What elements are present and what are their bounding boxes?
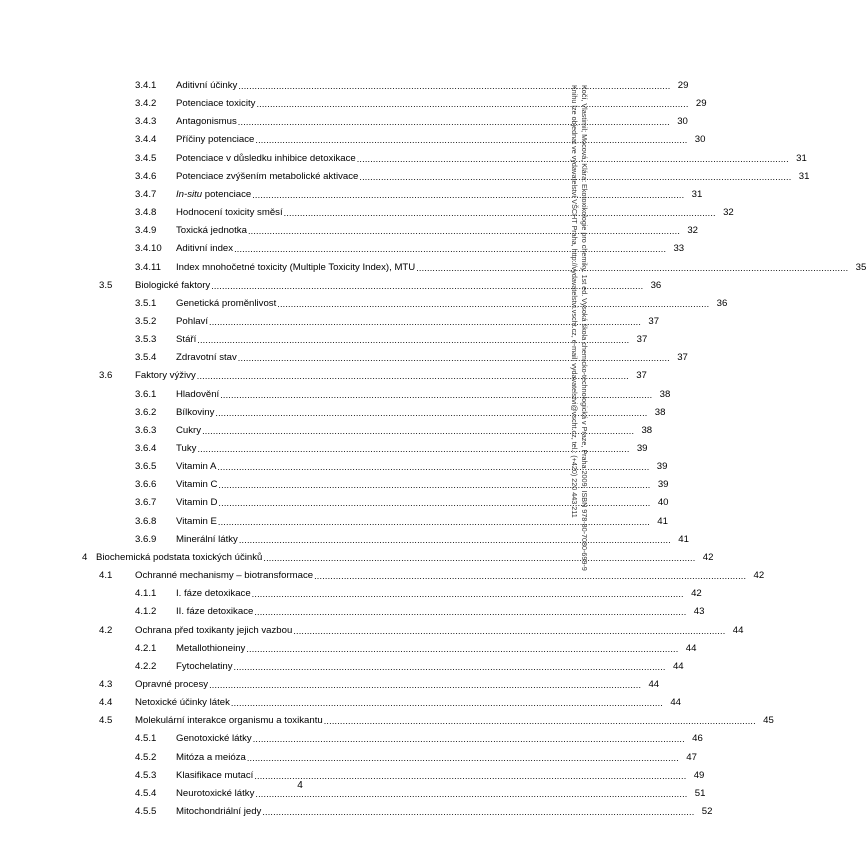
- toc-row[interactable]: [0, 205, 734, 219]
- toc-title: Stáří: [176, 334, 197, 346]
- toc-page-number: 36: [716, 297, 728, 309]
- toc-page-number: 30: [677, 116, 688, 128]
- toc-dot-leader: ................................................................................................................................................................: [293, 625, 726, 636]
- toc-page-number: 51: [694, 787, 706, 799]
- toc-title-rest: potenciace: [202, 188, 252, 200]
- toc-section-number: 3.6: [99, 370, 113, 382]
- toc-title: Biochemická podstata toxických účinků: [96, 551, 263, 563]
- toc-title: Genetická proměnlivost: [176, 297, 277, 309]
- toc-section-number: 3.5.2: [135, 315, 157, 327]
- side-margin-citation: [555, 85, 595, 725]
- toc-page-number: 32: [687, 225, 699, 237]
- toc-dot-leader: ................................................................................................................................................................: [252, 189, 685, 200]
- toc-title: Genotoxické látky: [176, 733, 252, 745]
- toc-section-number: 3.6.8: [135, 515, 157, 527]
- toc-dot-leader: ................................................................................................................................................................: [237, 117, 670, 128]
- toc-section-number: 4.4: [99, 697, 113, 709]
- order-info-line: Knihu lze objednat ve vydavatelství VŠCHT Praha, http://vydavatelstvi.vscht.cz, e-mail: vydavatelstvi@vscht.cz, tel.: (+420) 220 443 211: [570, 85, 579, 518]
- toc-section-number: 3.4.5: [135, 152, 157, 164]
- toc-row[interactable]: [0, 459, 668, 473]
- toc-section-number: 4: [82, 551, 88, 563]
- toc-dot-leader: ................................................................................................................................................................: [254, 607, 687, 618]
- toc-page-number: 49: [693, 769, 705, 781]
- toc-section-number: 3.4.4: [135, 134, 157, 146]
- toc-page-number: 35: [855, 261, 866, 273]
- toc-row[interactable]: [0, 659, 684, 673]
- toc-title: Tuky: [176, 443, 197, 454]
- toc-section-number: 4.5.2: [135, 751, 157, 763]
- toc-section-number: 4.5.4: [135, 787, 157, 799]
- toc-page-number: 29: [677, 80, 689, 91]
- toc-page-number: 37: [648, 315, 660, 327]
- toc-page-number: 44: [670, 697, 681, 709]
- toc-row[interactable]: [0, 550, 714, 564]
- toc-section-number: 4.2.1: [135, 642, 157, 654]
- toc-title: Neurotoxické látky: [176, 787, 255, 799]
- toc-title: Ochranné mechanismy – biotransformace: [135, 570, 314, 582]
- toc-title: Potenciace toxicity: [176, 98, 256, 110]
- toc-dot-leader: ................................................................................................................................................................: [218, 498, 651, 509]
- toc-row[interactable]: [0, 405, 666, 419]
- toc-page-number: 32: [723, 207, 734, 219]
- toc-row[interactable]: [0, 804, 713, 818]
- toc-title: Vitamin C: [176, 479, 218, 491]
- toc-section-number: 4.2: [99, 624, 113, 636]
- toc-title: Mitochondriální jedy: [176, 806, 262, 817]
- toc-title: Vitamin E: [176, 515, 217, 527]
- toc-row[interactable]: [0, 151, 807, 165]
- toc-section-number: 3.6.6: [135, 479, 157, 491]
- toc-row[interactable]: [0, 187, 703, 201]
- toc-row[interactable]: [0, 241, 685, 255]
- toc-section-number: 4.5.1: [135, 733, 157, 745]
- toc-dot-leader: ................................................................................................................................................................: [234, 244, 667, 255]
- toc-section-number: 3.6.9: [135, 533, 157, 545]
- toc-row[interactable]: [0, 677, 660, 691]
- toc-page-number: 31: [796, 152, 807, 164]
- toc-dot-leader: ................................................................................................................................................................: [277, 298, 710, 309]
- toc-title: I. fáze detoxikace: [176, 588, 251, 600]
- toc-title: Vitamin D: [176, 497, 218, 509]
- toc-title: Cukry: [176, 424, 202, 436]
- toc-title: Fytochelatiny: [176, 660, 233, 672]
- toc-section-number: 4.2.2: [135, 660, 157, 672]
- toc-dot-leader: ................................................................................................................................................................: [263, 552, 696, 563]
- toc-section-number: 4.1: [99, 570, 113, 582]
- toc-row[interactable]: [0, 132, 706, 146]
- toc-title: Netoxické účinky látek: [135, 697, 230, 709]
- toc-dot-leader: ................................................................................................................................................................: [254, 770, 687, 781]
- toc-dot-leader: ................................................................................................................................................................: [314, 571, 747, 582]
- toc-row[interactable]: [0, 296, 728, 310]
- toc-dot-leader: ................................................................................................................................................................: [238, 81, 671, 91]
- toc-section-number: 3.5.3: [135, 334, 157, 346]
- toc-page-number: 44: [648, 678, 660, 690]
- toc-page-number: 41: [678, 533, 689, 545]
- toc-title: Toxická jednotka: [176, 225, 247, 237]
- toc-title: Potenciace zvýšením metabolické aktivace: [176, 170, 359, 182]
- toc-row[interactable]: [0, 623, 744, 637]
- toc-row[interactable]: [0, 350, 688, 364]
- toc-row[interactable]: [0, 96, 707, 110]
- toc-section-number: 3.4.8: [135, 207, 157, 219]
- toc-title: Biologické faktory: [135, 279, 211, 291]
- toc-title: [176, 189, 252, 201]
- toc-row[interactable]: [0, 641, 697, 655]
- toc-title: Minerální látky: [176, 533, 238, 545]
- toc-page-number: 42: [702, 551, 714, 563]
- toc-dot-leader: ................................................................................................................................................................: [197, 444, 630, 454]
- toc-dot-leader: ................................................................................................................................................................: [323, 716, 756, 727]
- toc-title: Opravné procesy: [135, 678, 209, 690]
- toc-page-number: 45: [763, 715, 774, 727]
- toc-row[interactable]: [0, 368, 647, 382]
- toc-page-number: 39: [636, 443, 648, 454]
- toc-section-number: 4.1.1: [135, 588, 157, 600]
- toc-section-number: 3.6.5: [135, 461, 157, 473]
- toc-title: Pohlaví: [176, 315, 208, 327]
- toc-section-number: 3.4.3: [135, 116, 157, 128]
- toc-page-number: 43: [693, 606, 705, 618]
- toc-dot-leader: ................................................................................................................................................................: [209, 679, 642, 690]
- toc-row[interactable]: [0, 695, 681, 709]
- toc-dot-leader: ................................................................................................................................................................: [211, 280, 644, 291]
- toc-page-number: 38: [654, 406, 666, 418]
- toc-title: Metallothioneiny: [176, 642, 246, 654]
- toc-row[interactable]: [0, 713, 774, 727]
- toc-row[interactable]: [0, 731, 703, 745]
- toc-dot-leader: ................................................................................................................................................................: [230, 698, 663, 709]
- toc-dot-leader: ................................................................................................................................................................: [359, 171, 792, 182]
- toc-page-number: 52: [701, 806, 713, 817]
- toc-title: Aditivní index: [176, 243, 234, 255]
- toc-page-number: 41: [657, 515, 668, 527]
- toc-section-number: 3.4.6: [135, 170, 157, 182]
- toc-page-number: 39: [657, 479, 669, 491]
- toc-title: Mitóza a meióza: [176, 751, 246, 763]
- toc-section-number: 3.5: [99, 279, 113, 291]
- toc-row[interactable]: [0, 260, 866, 274]
- toc-page-number: 39: [656, 461, 668, 473]
- toc-title: Klasifikace mutací: [176, 769, 254, 781]
- toc-section-number: 4.1.2: [135, 606, 157, 618]
- toc-page-number: 30: [694, 134, 706, 146]
- toc-dot-leader: ................................................................................................................................................................: [196, 371, 629, 382]
- toc-section-number: 3.6.2: [135, 406, 157, 418]
- toc-row[interactable]: [0, 332, 648, 346]
- citation-line: Kočí, Vlastimil; Mocová, Klára: Ekotoxikologie pro chemiky. 1st ed. Vysoká škola chemicko-technologická v Praze, Praha 2009. ISBN 978-80-7080-699-9: [580, 85, 589, 571]
- toc-page-number: 40: [657, 497, 669, 509]
- toc-row[interactable]: [0, 223, 699, 237]
- toc-row[interactable]: [0, 114, 688, 128]
- toc-section-number: 3.4.7: [135, 188, 157, 200]
- toc-page-number: 38: [659, 388, 671, 400]
- toc-title: Index mnohočetné toxicity (Multiple Toxicity Index), MTU: [176, 261, 416, 273]
- toc-section-number: 3.4.11: [135, 261, 161, 273]
- toc-page-number: 37: [636, 334, 648, 346]
- toc-row[interactable]: [0, 532, 689, 546]
- toc-title: Aditivní účinky: [176, 80, 238, 91]
- toc-page-number: 47: [686, 751, 697, 763]
- toc-title: Vitamin A: [176, 461, 217, 473]
- toc-section-number: 3.4.9: [135, 225, 157, 237]
- toc-section-number: 3.4.2: [135, 98, 157, 110]
- toc-dot-leader: ................................................................................................................................................................: [255, 135, 688, 146]
- toc-title: Faktory výživy: [135, 370, 196, 382]
- toc-page-number: 44: [732, 624, 744, 636]
- toc-row[interactable]: [0, 477, 669, 491]
- toc-title: Molekulární interakce organismu a toxikantu: [135, 715, 323, 727]
- toc-page-number: 37: [677, 352, 688, 364]
- toc-section-number: 4.5: [99, 715, 113, 727]
- toc-title: Příčiny potenciace: [176, 134, 255, 146]
- toc-page-number: 33: [673, 243, 685, 255]
- toc-section-number: 3.6.3: [135, 424, 157, 436]
- toc-dot-leader: ................................................................................................................................................................: [238, 534, 671, 545]
- toc-page-number: 31: [798, 170, 810, 182]
- toc-page-number: 37: [636, 370, 647, 382]
- toc-dot-leader: ................................................................................................................................................................: [217, 516, 650, 527]
- toc-dot-leader: ................................................................................................................................................................: [256, 99, 689, 110]
- toc-title: Potenciace v důsledku inhibice detoxikace: [176, 152, 356, 164]
- toc-page-number: 36: [650, 279, 662, 291]
- toc-dot-leader: ................................................................................................................................................................: [233, 661, 666, 672]
- toc-dot-leader: ................................................................................................................................................................: [246, 643, 679, 654]
- toc-row[interactable]: [0, 514, 668, 528]
- toc-section-number: 3.5.1: [135, 297, 157, 309]
- toc-section-number: 3.5.4: [135, 352, 157, 364]
- toc-title: Hladovění: [176, 388, 220, 400]
- toc-section-number: 3.6.1: [135, 388, 157, 400]
- toc-dot-leader: ................................................................................................................................................................: [217, 462, 650, 473]
- toc-dot-leader: ................................................................................................................................................................: [247, 226, 681, 237]
- page-number: 4: [297, 780, 303, 791]
- toc-dot-leader: ................................................................................................................................................................: [252, 734, 685, 745]
- toc-row[interactable]: [0, 495, 669, 509]
- toc-row[interactable]: [0, 314, 660, 328]
- toc-section-number: 4.5.3: [135, 769, 157, 781]
- toc-title: Bílkoviny: [176, 406, 215, 418]
- toc-section-number: 3.6.7: [135, 497, 157, 509]
- toc-dot-leader: ................................................................................................................................................................: [255, 788, 688, 799]
- toc-row[interactable]: [0, 278, 662, 292]
- toc-row[interactable]: [0, 387, 671, 401]
- toc-dot-leader: ................................................................................................................................................................: [197, 335, 630, 346]
- toc-row[interactable]: [0, 423, 653, 437]
- toc-section-number: 3.6.4: [135, 443, 157, 454]
- toc-dot-leader: ................................................................................................................................................................: [356, 153, 789, 164]
- toc-page-number: 29: [695, 98, 707, 110]
- toc-row[interactable]: [0, 169, 810, 183]
- toc-section-number: 3.4.1: [135, 80, 157, 91]
- toc-dot-leader: ................................................................................................................................................................: [218, 480, 651, 491]
- toc-row[interactable]: [0, 568, 765, 582]
- toc-dot-leader: ................................................................................................................................................................: [220, 389, 653, 400]
- toc-title: II. fáze detoxikace: [176, 606, 254, 618]
- toc-row[interactable]: [0, 441, 648, 455]
- toc-section-number: 3.4.10: [135, 243, 162, 255]
- toc-dot-leader: ................................................................................................................................................................: [283, 208, 716, 219]
- toc-dot-leader: ................................................................................................................................................................: [251, 589, 684, 600]
- toc-page-number: 46: [692, 733, 703, 745]
- toc-title: Antagonismus: [176, 116, 237, 128]
- toc-dot-leader: ................................................................................................................................................................: [416, 262, 849, 273]
- toc-page-number: 42: [753, 570, 765, 582]
- toc-page-number: 38: [641, 424, 653, 436]
- toc-dot-leader: ................................................................................................................................................................: [246, 752, 679, 763]
- toc-dot-leader: ................................................................................................................................................................: [202, 425, 635, 436]
- toc-section-number: 4.5.5: [135, 806, 157, 817]
- toc-row[interactable]: [0, 78, 689, 92]
- toc-page-number: 44: [672, 660, 684, 672]
- toc-title: Hodnocení toxicity směsí: [176, 207, 283, 219]
- toc-page-number: 42: [691, 588, 702, 600]
- toc-dot-leader: ................................................................................................................................................................: [262, 807, 695, 817]
- toc-title: Zdravotní stav: [176, 352, 237, 364]
- toc-row[interactable]: [0, 750, 697, 764]
- toc-page-number: 44: [685, 642, 697, 654]
- toc-dot-leader: ................................................................................................................................................................: [237, 353, 670, 364]
- toc-page-number: 31: [691, 188, 703, 200]
- toc-row[interactable]: [0, 604, 705, 618]
- toc-title-italic: In-situ: [176, 188, 203, 200]
- toc-dot-leader: ................................................................................................................................................................: [209, 316, 642, 327]
- toc-dot-leader: ................................................................................................................................................................: [215, 407, 648, 418]
- toc-section-number: 4.3: [99, 678, 113, 690]
- toc-row[interactable]: [0, 586, 702, 600]
- toc-title: Ochrana před toxikanty jejich vazbou: [135, 624, 293, 636]
